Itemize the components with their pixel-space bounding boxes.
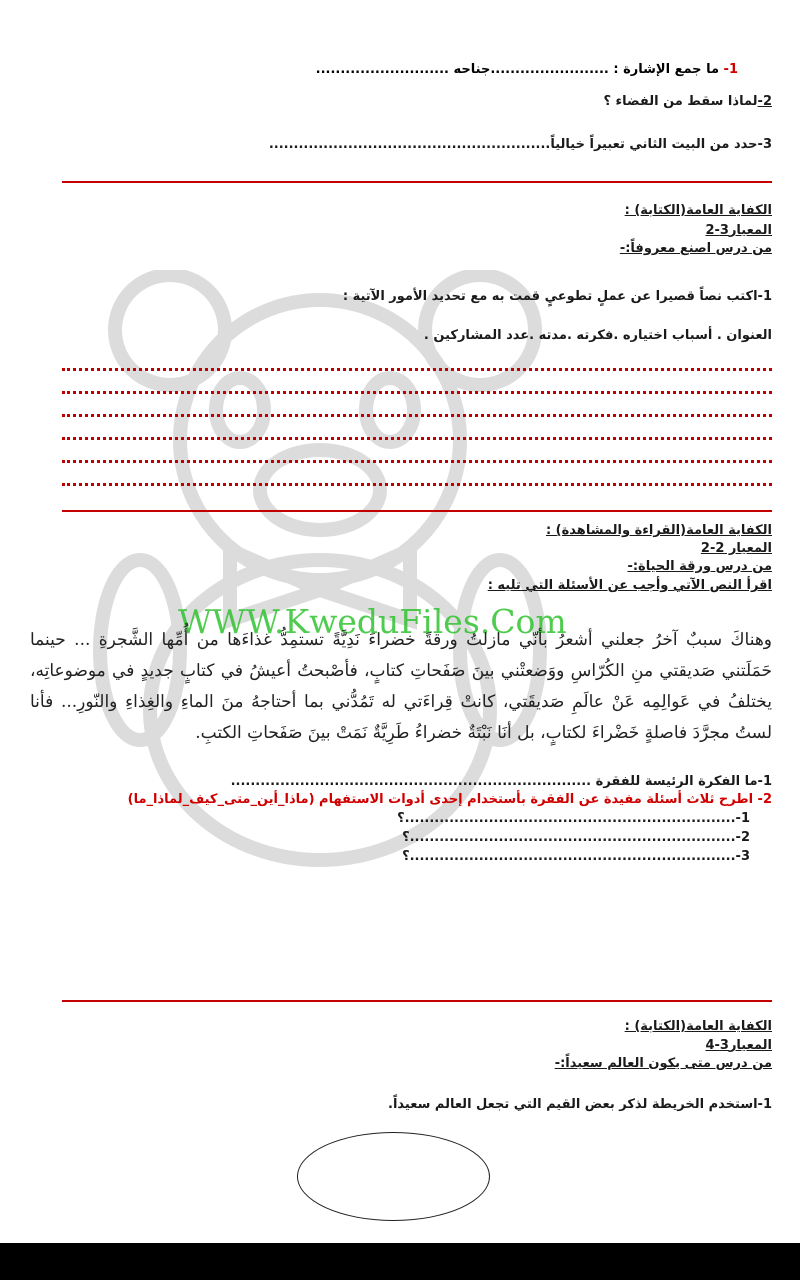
section-1-items: العنوان . أسباب اختياره .فكرته .مدته .عدد المشاركين .: [423, 328, 772, 343]
question-1-text: ما جمع الإشارة : ........................جناحه ...........................: [315, 62, 724, 77]
question-3: 3-حدد من البيت الثاني تعبيراً خيالياً.........................................................: [268, 137, 772, 152]
answer-3: 3-..................................................................؟: [402, 849, 750, 864]
section-3-lesson: من درس متى يكون العالم سعيداً:-: [554, 1056, 772, 1071]
section-divider: [62, 181, 772, 183]
section-2-standard: المعيار 2-2: [700, 541, 772, 556]
answer-line: [62, 389, 772, 394]
section-2-lesson: من درس ورقة الحياة:-: [627, 559, 772, 574]
section-divider: [62, 510, 772, 512]
answer-2: 2-..................................................................؟: [402, 830, 750, 845]
answer-1: 1-...................................................................؟: [397, 811, 750, 826]
section-divider: [62, 1000, 772, 1002]
question-2-text: لماذا سقط من الفضاء ؟: [603, 94, 758, 109]
question-2: [603, 93, 772, 110]
answer-line: [62, 435, 772, 440]
answer-line: [62, 481, 772, 486]
concept-map-ellipse[interactable]: [297, 1132, 490, 1221]
section-1-lesson: من درس اصنع معروفاً:-: [619, 241, 772, 256]
section-3-standard: المعيار3-4: [705, 1038, 772, 1053]
answer-line: [62, 412, 772, 417]
question-2-number: 2-: [757, 94, 772, 109]
question-1-number: 1-: [723, 62, 738, 77]
question-ask-three: 2- اطرح ثلاث أسئلة مفيدة عن الفقرة بأستخدام إحدى أدوات الاستفهام (ماذا_أين_متى_كيف_لماذا_ما): [127, 792, 772, 807]
section-3-task: 1-استخدم الخريطة لذكر بعض القيم التي تجعل العالم سعيداً.: [388, 1097, 772, 1112]
section-3-title: الكفاية العامة(الكتابة) :: [624, 1019, 772, 1034]
section-1-standard: المعيار3-2: [705, 223, 772, 238]
question-1: [316, 62, 738, 77]
section-2-title: الكفاية العامة(القراءة والمشاهدة) :: [545, 523, 772, 538]
section-1-title: الكفاية العامة(الكتابة) :: [624, 203, 772, 218]
site-watermark: WWW.KweduFiles.Com: [178, 602, 567, 641]
question-main-idea: 1-ما الفكرة الرئيسة للفقرة .........................................................................: [230, 774, 772, 789]
section-1-task: 1-اكتب نصاً قصيرا عن عملٍ تطوعيٍ قمت به مع تحديد الأمور الآتية :: [342, 289, 772, 304]
section-2-instruction: اقرأ النص الآتي وأجب عن الأسئلة التي تليه :: [487, 578, 772, 593]
answer-line: [62, 366, 772, 371]
reading-passage: وهناكَ سببٌ آخرُ جعلني أشعرُ بأنّي مازلتُ ورقةً خضراءَ نَدِيَّةً تستمِدُّ غذاءَها من أُمِّها الشَّجرةِ ... حينما حَمَلَتني صَديقتي منِ الكُرّاسِ ووَضعتْني بينَ صَفَحاتِ كتابٍ، فأصْبحتُ أعيشُ في كتابٍ جديدٍ في موضوعاتِه، يختلفُ في عَوالِمِه عَنْ عالَمِ صَديقَتي، كانتْ قِراءَتي له تَمُدُّني بما أحتاجهُ منَ الماءِ والغِذاءِ والنّورِ... فأنا لستُ مجرَّدَ فاصلةٍ خَضْراءَ لكتابٍ، بل أنَا نَبْتَةٌ خضراءُ طَرِيَّةٌ نَمَتْ بينَ صَفَحاتِ الكتبِ.: [30, 630, 772, 743]
answer-line: [62, 458, 772, 463]
